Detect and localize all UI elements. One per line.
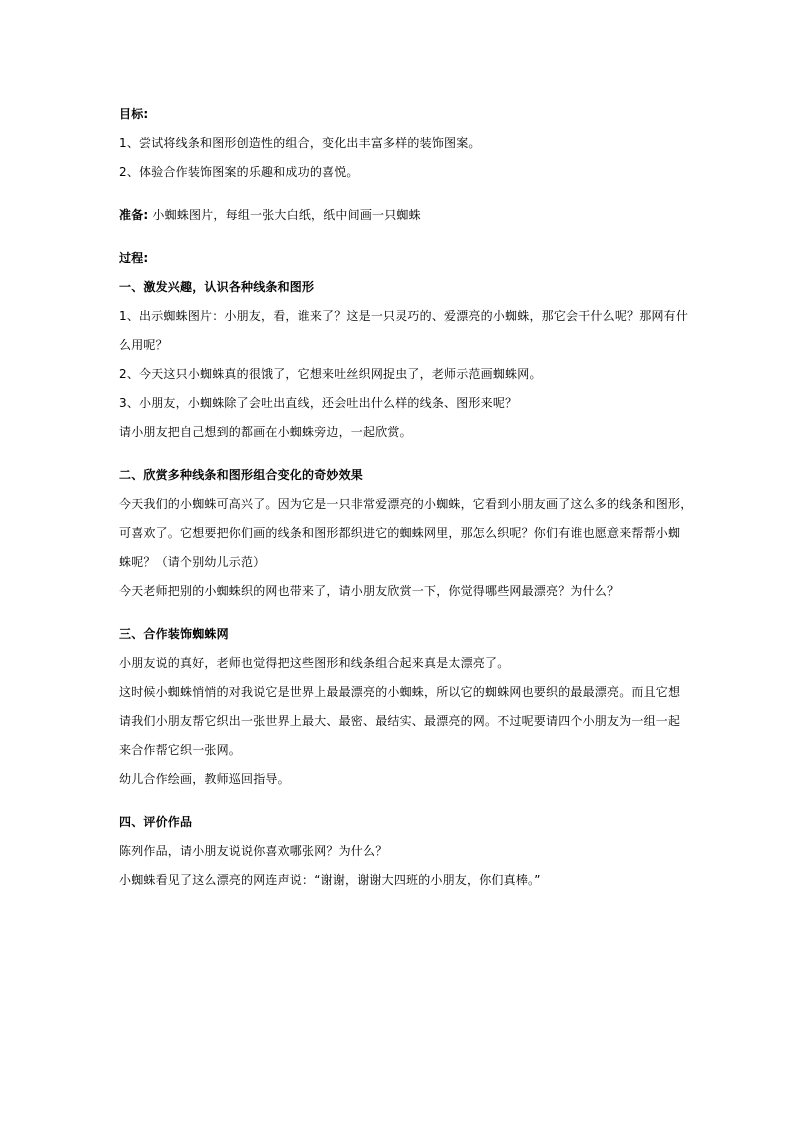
paragraph: 请我们小朋友帮它织出一张世界上最大、最密、最结实、最漂亮的网。不过呢要请四个小朋友为一组一起: [119, 714, 681, 728]
paragraph: 2、今天这只小蜘蛛真的很饿了，它想来吐丝织网捉虫了，老师示范画蜘蛛网。: [119, 367, 542, 381]
paragraph: 请小朋友把自己想到的都画在小蜘蛛旁边，一起欣赏。: [119, 425, 412, 439]
paragraph: 么用呢？: [119, 338, 168, 352]
process-heading: 过程:: [119, 251, 149, 265]
paragraph: 1、出示蜘蛛图片：小朋友，看，谁来了？这是一只灵巧的、爱漂亮的小蜘蛛，那它会干什么呢？那网有什: [119, 309, 689, 323]
paragraph: 陈列作品，请小朋友说说你喜欢哪张网？为什么？: [119, 844, 388, 858]
paragraph: 幼儿合作绘画，教师巡回指导。: [119, 772, 290, 786]
goal-item: 1、尝试将线条和图形创造性的组合，变化出丰富多样的装饰图案。: [119, 136, 481, 150]
paragraph: 今天老师把别的小蜘蛛织的网也带来了，请小朋友欣赏一下，你觉得哪些网最漂亮？为什么？: [119, 584, 620, 598]
paragraph: 可喜欢了。它想要把你们画的线条和图形都织进它的蜘蛛网里，那怎么织呢？你们有谁也愿意来帮帮小蜘: [119, 526, 681, 540]
section-title: 四、评价作品: [119, 815, 193, 829]
paragraph: 3、小朋友，小蜘蛛除了会吐出直线，还会吐出什么样的线条、图形来呢？: [119, 396, 518, 410]
goal-heading: 目标:: [119, 107, 149, 121]
section-title: 二、欣赏多种线条和图形组合变化的奇妙效果: [119, 468, 364, 482]
prep-label: 准备:: [119, 208, 149, 222]
paragraph: 今天我们的小蜘蛛可高兴了。因为它是一只非常爱漂亮的小蜘蛛，它看到小朋友画了这么多的线条和图形，: [119, 497, 693, 511]
section-title: 三、合作装饰蜘蛛网: [119, 627, 229, 641]
prep-text: 小蜘蛛图片，每组一张大白纸，纸中间画一只蜘蛛: [152, 208, 421, 222]
goal-item: 2、体验合作装饰图案的乐趣和成功的喜悦。: [119, 165, 359, 179]
paragraph: 来合作帮它织一张网。: [119, 743, 242, 757]
prep-line: [119, 201, 679, 230]
paragraph: 小蜘蛛看见了这么漂亮的网连声说：“谢谢，谢谢大四班的小朋友，你们真棒。”: [119, 873, 541, 887]
paragraph: 这时候小蜘蛛悄悄的对我说它是世界上最最漂亮的小蜘蛛，所以它的蜘蛛网也要织的最最漂亮。而且它想: [119, 685, 681, 699]
paragraph: 小朋友说的真好，老师也觉得把这些图形和线条组合起来真是太漂亮了。: [119, 656, 510, 670]
paragraph: 蛛呢？（请个别幼儿示范）: [119, 555, 266, 569]
section-title: 一、激发兴趣，认识各种线条和图形: [119, 280, 315, 294]
document-body: [119, 100, 693, 895]
